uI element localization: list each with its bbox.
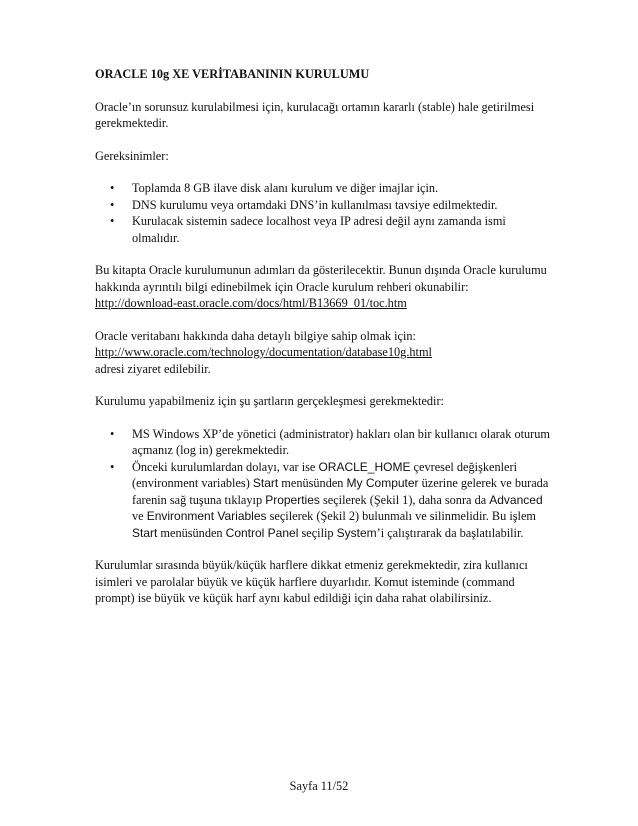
- conditions-heading: Kurulumu yapabilmeniz için şu şartların gerçekleşmesi gerekmektedir:: [95, 394, 444, 408]
- requirements-heading: Gereksinimler:: [95, 148, 169, 163]
- ui-term: Control Panel: [225, 525, 299, 540]
- guide-link[interactable]: http://download-east.oracle.com/docs/html/B13669_01/toc.htm: [95, 296, 407, 310]
- requirements-list: [95, 180, 550, 246]
- ui-term: My Computer: [346, 476, 419, 490]
- ui-term: Advanced: [489, 492, 543, 507]
- bullet-icon: •: [110, 459, 115, 474]
- bullet-icon: •: [110, 214, 115, 228]
- list-item: • Kurulacak sistemin sadece localhost veya IP adresi değil aynı zamanda ismi olmalıdır.: [110, 214, 506, 245]
- list-item: • DNS kurulumu veya ortamdaki DNS’in kullanılması tavsiye edilmektedir.: [110, 197, 498, 212]
- list-item: • Önceki kurulumlardan dolayı, var ise ORACLE_HOME çevresel değişkenleri (environment variables) Start menüsünden My Computer üzerine gelerek ve burada farenin sağ tuşuna tıklayıp Properties seçilerek (Şekil 1), daha sonra da Advanced ve Environment Variables seçilerek (Şekil 2) bulunmalı ve silinmelidir. Bu işlem Start menüsünden Control Panel seçilip System’i çalıştırarak da başlatılabilir.: [110, 459, 549, 540]
- details-paragraph: Oracle veritabanı hakkında daha detaylı bilgiye sahip olmak için: http://www.oracle.com/technology/documentation/database10g.html adresi ziyaret edilebilir.: [95, 328, 432, 376]
- conditions-list: [95, 426, 550, 542]
- bullet-icon: •: [110, 181, 115, 195]
- ui-term: System: [336, 525, 377, 540]
- ui-term: Properties: [265, 492, 320, 507]
- list-item: • MS Windows XP’de yönetici (administrator) hakları olan bir kullanıcı olarak oturum açmanız (log in) gerekmektedir.: [110, 426, 550, 457]
- page-number-footer: Sayfa 11/52: [289, 779, 349, 793]
- ui-term: ORACLE_HOME: [318, 459, 411, 474]
- document-page: [95, 66, 550, 623]
- page-title: ORACLE 10g XE VERİTABANININ KURULUMU: [95, 67, 370, 81]
- ui-term: Environment Variables: [146, 509, 267, 523]
- ui-term: Start: [252, 476, 279, 490]
- details-link[interactable]: http://www.oracle.com/technology/documentation/database10g.html: [95, 345, 432, 359]
- guide-paragraph: Bu kitapta Oracle kurulumunun adımları da gösterilecektir. Bunun dışında Oracle kurulumu hakkında ayrıntılı bilgi edinebilmek için Oracle kurulum rehberi okunabilir: http://download-east.oracle.com/docs/html/B13669_01/toc.htm: [95, 263, 547, 310]
- case-note-paragraph: Kurulumlar sırasında büyük/küçük harflere dikkat etmeniz gerekmektedir, zira kullanıcı isimleri ve parolalar büyük ve küçük harflere duyarlıdır. Komut isteminde (command prompt) ise büyük ve küçük harf aynı kabul edildiği için daha rahat olabilirsiniz.: [95, 558, 528, 605]
- bullet-icon: •: [110, 197, 115, 212]
- ui-term: Start: [132, 525, 158, 540]
- intro-paragraph: Oracle’ın sorunsuz kurulabilmesi için, kurulacağı ortamın kararlı (stable) hale getirilmesi gerekmektedir.: [95, 99, 535, 130]
- list-item: • Toplamda 8 GB ilave disk alanı kurulum ve diğer imajlar için.: [110, 181, 439, 195]
- bullet-icon: •: [110, 426, 115, 441]
